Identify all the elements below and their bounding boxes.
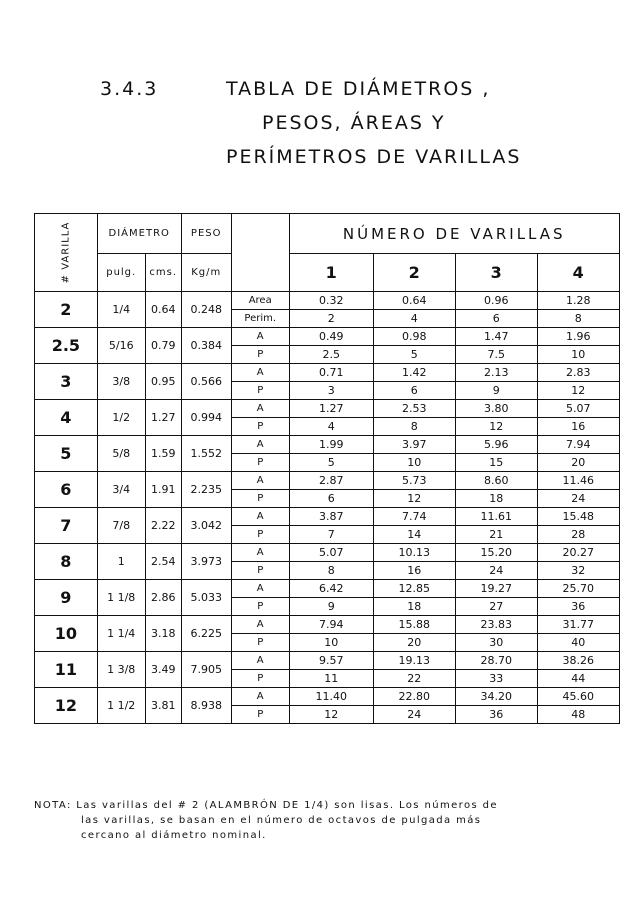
bar-number: 7 [35,508,98,544]
area-value: 15.20 [455,544,537,562]
perimeter-value: 9 [455,382,537,400]
area-label: A [231,688,289,706]
diameter-inches: 3/4 [97,472,145,508]
area-value: 0.32 [289,292,373,310]
perimeter-value: 16 [373,562,455,580]
area-value: 3.97 [373,436,455,454]
perimeter-value: 7.5 [455,346,537,364]
perimeter-value: 24 [373,706,455,724]
area-label: A [231,616,289,634]
area-value: 11.40 [289,688,373,706]
rebar-table [34,213,620,724]
weight-kg-m: 1.552 [181,436,231,472]
diameter-inches: 1 [97,544,145,580]
note-line-2: las varillas, se basan en el número de octavos de pulgada más [81,815,482,826]
weight-kg-m: 3.973 [181,544,231,580]
weight-kg-m: 0.994 [181,400,231,436]
perimeter-label: P [231,490,289,508]
diameter-inches: 5/16 [97,328,145,364]
table-row [35,616,620,634]
header-varilla: # VARILLA [35,214,98,292]
area-value: 9.57 [289,652,373,670]
table-row [35,580,620,598]
header-peso: PESO [181,214,231,254]
perimeter-value: 12 [289,706,373,724]
diameter-inches: 1 1/4 [97,616,145,652]
diameter-inches: 1/2 [97,400,145,436]
table-row [35,652,620,670]
perimeter-value: 9 [289,598,373,616]
area-value: 5.07 [289,544,373,562]
area-value: 22.80 [373,688,455,706]
perimeter-value: 4 [289,418,373,436]
area-value: 5.96 [455,436,537,454]
diameter-cm: 2.22 [145,508,181,544]
title-line-2: PESOS, ÁREAS Y [262,112,446,134]
area-value: 0.64 [373,292,455,310]
section-number: 3.4.3 [100,78,159,100]
area-value: 8.60 [455,472,537,490]
note [34,798,616,843]
area-label: A [231,436,289,454]
diameter-cm: 3.49 [145,652,181,688]
diameter-inches: 3/8 [97,364,145,400]
perimeter-value: 44 [537,670,619,688]
perimeter-value: 8 [537,310,619,328]
area-label: A [231,544,289,562]
area-value: 11.46 [537,472,619,490]
area-label: A [231,580,289,598]
perimeter-value: 6 [455,310,537,328]
perimeter-value: 18 [455,490,537,508]
area-value: 1.99 [289,436,373,454]
area-value: 34.20 [455,688,537,706]
weight-kg-m: 5.033 [181,580,231,616]
perimeter-value: 6 [289,490,373,508]
area-value: 1.42 [373,364,455,382]
area-value: 1.28 [537,292,619,310]
bar-number: 5 [35,436,98,472]
perimeter-value: 20 [373,634,455,652]
perimeter-value: 10 [289,634,373,652]
perimeter-label: Perim. [231,310,289,328]
area-value: 1.96 [537,328,619,346]
area-label: A [231,472,289,490]
area-value: 2.13 [455,364,537,382]
perimeter-label: P [231,706,289,724]
table-row [35,292,620,310]
perimeter-value: 5 [289,454,373,472]
weight-kg-m: 0.566 [181,364,231,400]
diameter-cm: 0.95 [145,364,181,400]
perimeter-value: 8 [289,562,373,580]
perimeter-value: 3 [289,382,373,400]
diameter-inches: 1/4 [97,292,145,328]
bar-number: 4 [35,400,98,436]
area-value: 2.87 [289,472,373,490]
header-count-3: 3 [455,254,537,292]
perimeter-label: P [231,382,289,400]
area-value: 2.83 [537,364,619,382]
perimeter-value: 33 [455,670,537,688]
area-value: 25.70 [537,580,619,598]
bar-number: 12 [35,688,98,724]
header-numero-varillas: NÚMERO DE VARILLAS [289,214,619,254]
area-label: A [231,328,289,346]
weight-kg-m: 7.905 [181,652,231,688]
area-value: 10.13 [373,544,455,562]
perimeter-value: 28 [537,526,619,544]
area-value: 3.87 [289,508,373,526]
diameter-cm: 3.81 [145,688,181,724]
diameter-cm: 3.18 [145,616,181,652]
table-row [35,436,620,454]
title-line-1: TABLA DE DIÁMETROS , [226,78,491,100]
perimeter-value: 21 [455,526,537,544]
diameter-cm: 2.86 [145,580,181,616]
header-count-2: 2 [373,254,455,292]
perimeter-value: 11 [289,670,373,688]
table-row [35,688,620,706]
perimeter-value: 36 [455,706,537,724]
bar-number: 6 [35,472,98,508]
header-kgm: Kg/m [181,254,231,292]
bar-number: 10 [35,616,98,652]
header-pulg: pulg. [97,254,145,292]
perimeter-value: 30 [455,634,537,652]
perimeter-value: 14 [373,526,455,544]
weight-kg-m: 3.042 [181,508,231,544]
area-value: 5.73 [373,472,455,490]
perimeter-value: 22 [373,670,455,688]
weight-kg-m: 6.225 [181,616,231,652]
area-value: 23.83 [455,616,537,634]
area-value: 12.85 [373,580,455,598]
perimeter-value: 7 [289,526,373,544]
perimeter-value: 10 [373,454,455,472]
note-line-3: cercano al diámetro nominal. [81,830,267,841]
perimeter-value: 20 [537,454,619,472]
perimeter-value: 18 [373,598,455,616]
bar-number: 2.5 [35,328,98,364]
title-line-3: PERÍMETROS DE VARILLAS [226,146,522,168]
perimeter-value: 48 [537,706,619,724]
area-label: A [231,400,289,418]
perimeter-value: 6 [373,382,455,400]
perimeter-value: 32 [537,562,619,580]
diameter-cm: 0.64 [145,292,181,328]
perimeter-value: 5 [373,346,455,364]
area-value: 19.13 [373,652,455,670]
area-value: 7.94 [289,616,373,634]
bar-number: 2 [35,292,98,328]
table-row [35,328,620,346]
perimeter-label: P [231,526,289,544]
area-value: 3.80 [455,400,537,418]
area-value: 6.42 [289,580,373,598]
area-value: 28.70 [455,652,537,670]
area-value: 15.48 [537,508,619,526]
area-value: 7.94 [537,436,619,454]
perimeter-value: 40 [537,634,619,652]
diameter-cm: 2.54 [145,544,181,580]
area-value: 7.74 [373,508,455,526]
header-count-4: 4 [537,254,619,292]
perimeter-value: 36 [537,598,619,616]
perimeter-label: P [231,346,289,364]
area-value: 0.96 [455,292,537,310]
area-value: 0.98 [373,328,455,346]
perimeter-value: 12 [455,418,537,436]
area-label: A [231,508,289,526]
area-value: 0.71 [289,364,373,382]
area-label: Area [231,292,289,310]
perimeter-label: P [231,634,289,652]
area-value: 19.27 [455,580,537,598]
area-value: 0.49 [289,328,373,346]
table-row [35,400,620,418]
diameter-cm: 1.59 [145,436,181,472]
perimeter-value: 12 [537,382,619,400]
perimeter-value: 27 [455,598,537,616]
area-value: 38.26 [537,652,619,670]
perimeter-value: 10 [537,346,619,364]
perimeter-value: 2.5 [289,346,373,364]
diameter-inches: 1 1/8 [97,580,145,616]
area-label: A [231,652,289,670]
weight-kg-m: 0.248 [181,292,231,328]
header-diametro: DIÁMETRO [97,214,181,254]
perimeter-value: 4 [373,310,455,328]
diameter-inches: 1 1/2 [97,688,145,724]
diameter-inches: 5/8 [97,436,145,472]
perimeter-label: P [231,670,289,688]
bar-number: 3 [35,364,98,400]
bar-number: 9 [35,580,98,616]
perimeter-value: 24 [455,562,537,580]
note-line-1: NOTA: Las varillas del # 2 (ALAMBRÓN DE 1/4) son lisas. Los números de [34,800,498,811]
area-value: 31.77 [537,616,619,634]
perimeter-label: P [231,562,289,580]
header-cms: cms. [145,254,181,292]
diameter-inches: 7/8 [97,508,145,544]
perimeter-value: 2 [289,310,373,328]
perimeter-value: 16 [537,418,619,436]
perimeter-value: 24 [537,490,619,508]
table-row [35,364,620,382]
table-row [35,472,620,490]
area-value: 11.61 [455,508,537,526]
header-count-1: 1 [289,254,373,292]
area-value: 45.60 [537,688,619,706]
diameter-cm: 0.79 [145,328,181,364]
bar-number: 11 [35,652,98,688]
perimeter-value: 12 [373,490,455,508]
area-value: 15.88 [373,616,455,634]
diameter-cm: 1.91 [145,472,181,508]
area-value: 1.47 [455,328,537,346]
perimeter-value: 8 [373,418,455,436]
area-label: A [231,364,289,382]
perimeter-label: P [231,598,289,616]
area-value: 20.27 [537,544,619,562]
weight-kg-m: 0.384 [181,328,231,364]
diameter-cm: 1.27 [145,400,181,436]
area-value: 5.07 [537,400,619,418]
table-row [35,508,620,526]
perimeter-label: P [231,418,289,436]
header-blank [231,214,289,292]
area-value: 2.53 [373,400,455,418]
table-row [35,544,620,562]
perimeter-value: 15 [455,454,537,472]
diameter-inches: 1 3/8 [97,652,145,688]
bar-number: 8 [35,544,98,580]
weight-kg-m: 8.938 [181,688,231,724]
area-value: 1.27 [289,400,373,418]
weight-kg-m: 2.235 [181,472,231,508]
perimeter-label: P [231,454,289,472]
